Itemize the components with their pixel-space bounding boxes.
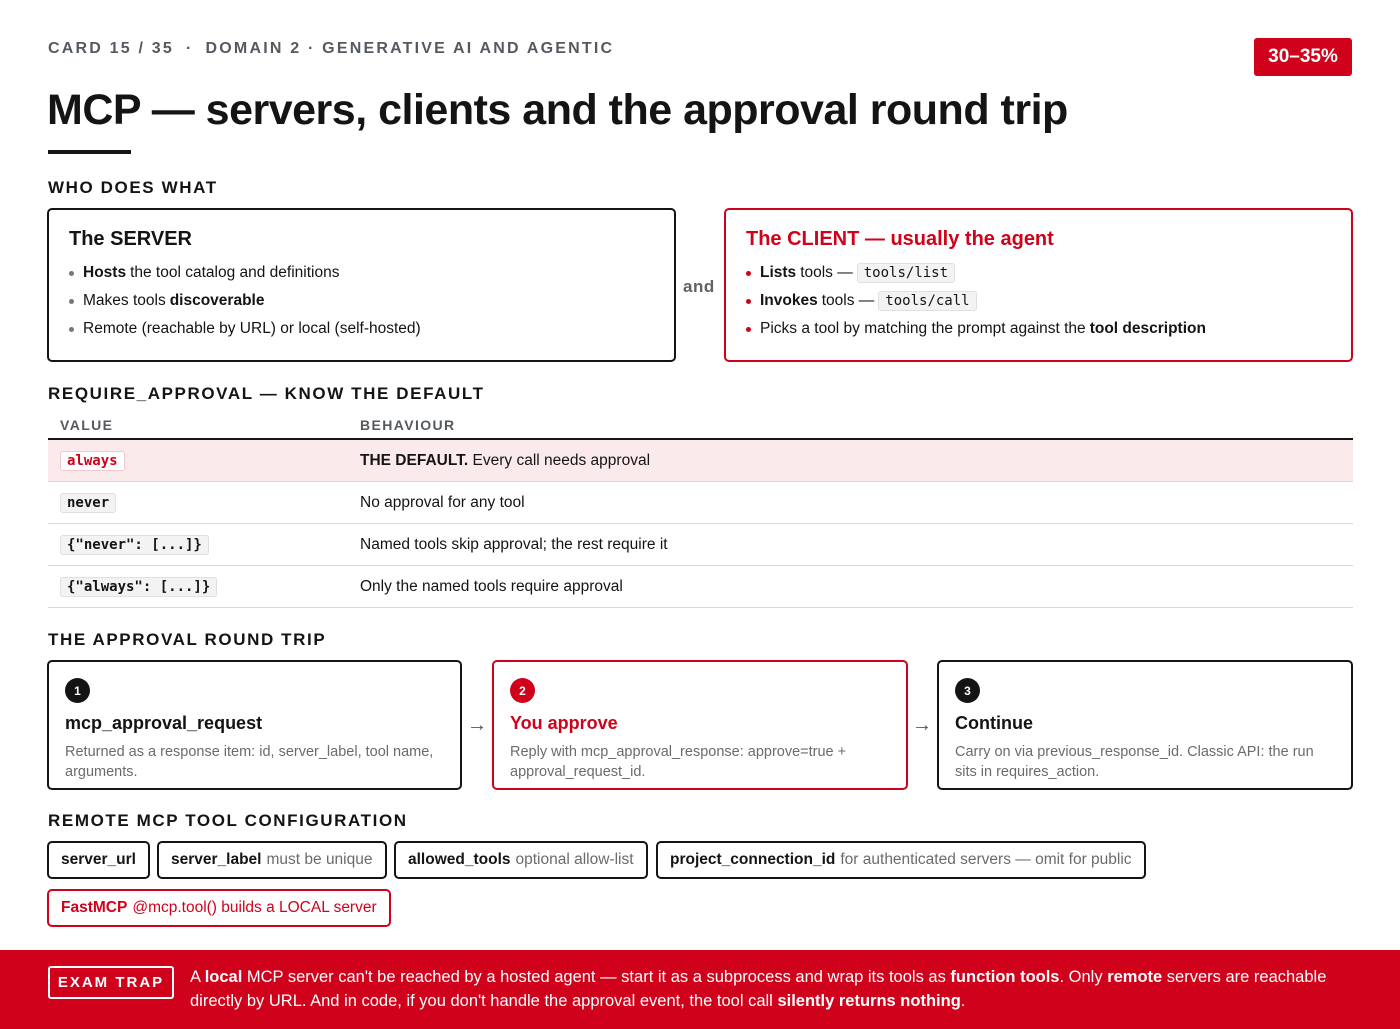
step-number: 2 [510,678,535,703]
list-item [746,287,1331,315]
card-number: CARD 15 / 35 [48,40,174,57]
step-title: You approve [510,713,618,733]
weight-badge: 30–35% [1254,38,1352,76]
step-number: 3 [955,678,980,703]
section-heading-approval: REQUIRE_APPROVAL — KNOW THE DEFAULT [48,384,485,403]
column-header-value: VALUE [60,417,114,433]
list-item [746,315,1331,343]
item-text: Makes tools [83,292,166,309]
item-strong: Invokes [760,292,818,309]
chip-note: for authenticated servers — omit for public [840,851,1132,868]
exam-trap-text [190,965,1350,1013]
and-joiner: and [683,277,715,296]
server-card [47,208,676,362]
step-title: mcp_approval_request [65,713,263,733]
trap-strong: remote [1107,968,1163,986]
item-strong: tool description [1089,320,1206,337]
bullet-icon [746,271,751,276]
behaviour-text: No approval for any tool [360,493,525,511]
chip-note: optional allow-list [515,851,634,868]
trap-text: servers are reachable directly by URL. And in code, if you don't handle the approval event, the tool call [190,968,1327,1010]
trap-text: . [960,992,966,1010]
breadcrumb-separator: · [186,40,194,57]
step-number: 1 [65,678,90,703]
item-text: the tool catalog and definitions [130,264,340,281]
chip-server-url [47,841,150,879]
step-card-2 [492,660,908,790]
page-title: MCP — servers, clients and the approval round trip [47,86,1068,134]
trap-text: A [190,968,205,986]
bullet-icon [746,327,751,332]
trap-text: . Only [1059,968,1108,986]
step-title: Continue [955,713,1033,733]
value-code: always [60,451,125,471]
value-code: never [60,493,116,513]
section-heading-round-trip: THE APPROVAL ROUND TRIP [48,630,327,649]
title-underline [48,150,131,154]
item-text: tools — [821,292,875,309]
approval-table [48,412,1353,608]
value-code: {"always": [...]} [60,577,217,597]
chip-project-connection-id [656,841,1146,879]
chip-note: must be unique [266,851,373,868]
bullet-icon [69,271,74,276]
chip-key: FastMCP [61,899,128,916]
chip-server-label [157,841,387,879]
client-card [724,208,1353,362]
server-card-title: The SERVER [69,228,192,250]
section-heading-who: WHO DOES WHAT [48,178,218,197]
domain-label: DOMAIN 2 · GENERATIVE AI AND AGENTIC [205,40,615,57]
chip-key: server_url [61,851,136,868]
step-card-1 [47,660,462,790]
list-item [69,287,654,315]
exam-trap-banner [0,950,1400,1029]
item-strong: Lists [760,264,797,281]
behaviour-text: Named tools skip approval; the rest require it [360,535,668,553]
list-item [69,315,654,343]
chip-key: project_connection_id [670,851,836,868]
list-item [746,259,1331,287]
column-header-behaviour: BEHAVIOUR [360,417,456,433]
code-tools-list: tools/list [857,263,955,283]
arrow-right-icon: → [467,714,487,736]
value-code: {"never": [...]} [60,535,209,555]
list-item [69,259,654,287]
default-label: THE DEFAULT. [360,451,469,469]
step-card-3 [937,660,1353,790]
bullet-icon [69,327,74,332]
client-card-title: The CLIENT — usually the agent [746,228,1054,250]
chip-key: allowed_tools [408,851,511,868]
item-strong: Hosts [83,264,127,281]
exam-trap-tag: EXAM TRAP [48,966,174,999]
behaviour-text: Every call needs approval [472,451,651,469]
card-breadcrumb [48,40,614,58]
step-text: Returned as a response item: id, server_label, tool name, arguments. [65,744,434,780]
item-strong: discoverable [169,292,265,309]
table-row [48,440,1353,482]
code-tools-call: tools/call [878,291,976,311]
behaviour-text: Only the named tools require approval [360,577,623,595]
chip-note: @mcp.tool() builds a LOCAL server [132,899,377,916]
step-text: Reply with mcp_approval_response: approve=true + approval_request_id. [510,744,847,780]
chip-key: server_label [171,851,262,868]
section-heading-config: REMOTE MCP TOOL CONFIGURATION [48,811,408,830]
bullet-icon [746,299,751,304]
item-text: Remote (reachable by URL) or local (self-hosted) [83,320,421,337]
step-text: Carry on via previous_response_id. Classic API: the run sits in requires_action. [955,744,1314,780]
arrow-right-icon: → [912,714,932,736]
trap-strong: function tools [950,968,1060,986]
table-row [48,566,1353,608]
chip-allowed-tools [394,841,648,879]
trap-text: MCP server can't be reached by a hosted agent — start it as a subprocess and wrap its tools as [242,968,951,986]
chip-fastmcp [47,889,391,927]
trap-strong: silently returns nothing [777,992,961,1010]
bullet-icon [69,299,74,304]
table-header [48,412,1353,440]
table-row [48,524,1353,566]
item-text: Picks a tool by matching the prompt against the [760,320,1086,337]
item-text: tools — [800,264,853,281]
table-row [48,482,1353,524]
trap-strong: local [204,968,243,986]
